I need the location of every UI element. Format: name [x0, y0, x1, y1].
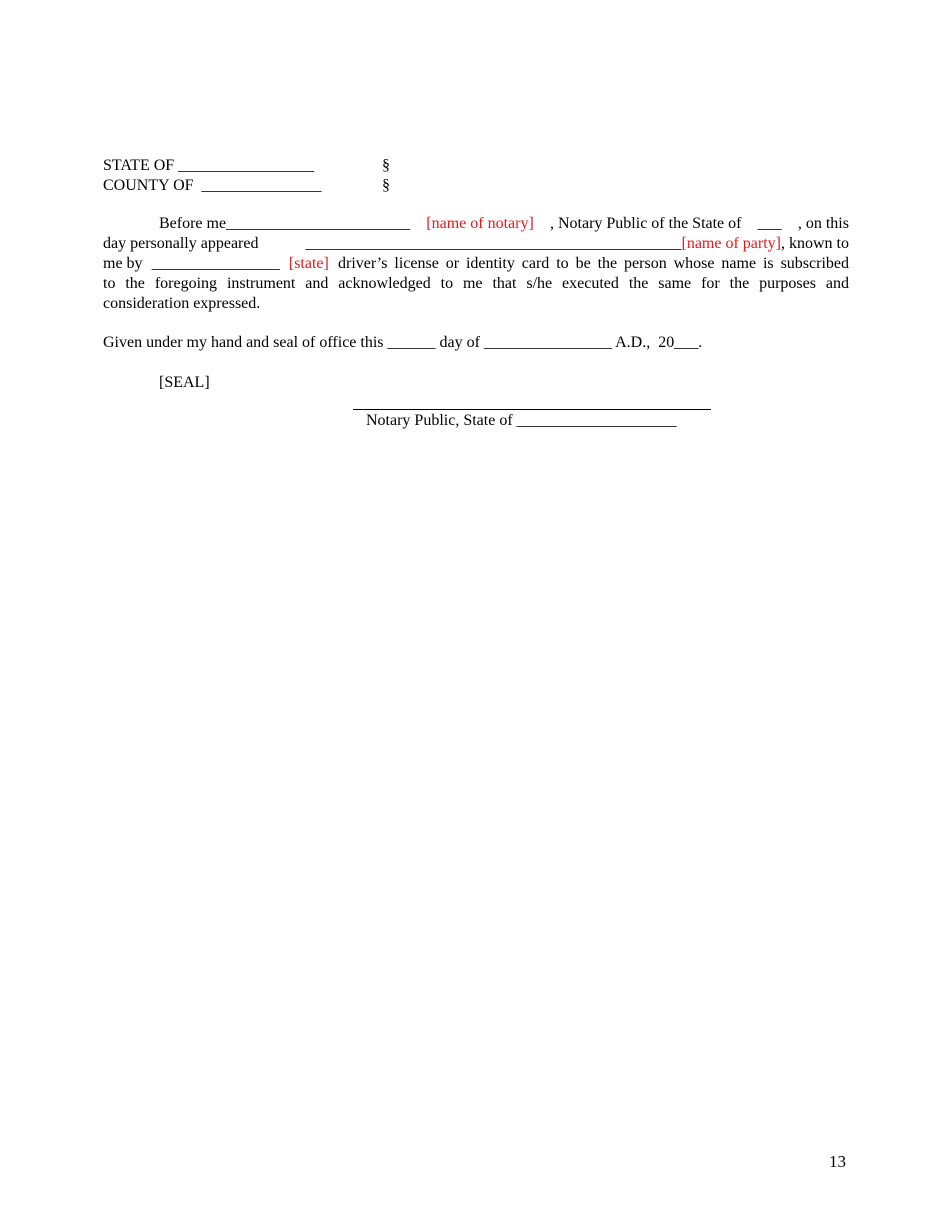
signature-line [353, 409, 711, 410]
notary-signature-caption [366, 411, 677, 431]
ack-line-4: to the foregoing instrument and acknowledged to me that s/he executed the same for the purposes and [103, 275, 849, 292]
day-blank: ______ [387, 334, 436, 351]
state-of-line [103, 156, 314, 176]
month-blank: ________________ [483, 334, 612, 351]
state-license-blank: ________________ [151, 255, 280, 272]
county-of-label: COUNTY OF [103, 177, 194, 194]
ack-line-5: consideration expressed. [103, 295, 261, 312]
seal-label: [SEAL] [159, 374, 210, 391]
given-text: Given under my hand and seal of office this [103, 334, 384, 351]
personally-appeared-text: day personally appeared [103, 235, 259, 252]
party-name-blank: _______________________________________________ [305, 235, 682, 252]
license-text: driver’s license or identity card to be the person whose name is subscribed [338, 255, 849, 272]
name-of-notary-placeholder: [name of notary] [426, 215, 534, 232]
year-blank: ___ [674, 334, 699, 351]
period: . [698, 334, 703, 351]
day-of-text: day of [439, 334, 480, 351]
section-mark: § [382, 177, 390, 194]
notary-state-blank: ____________________ [516, 412, 677, 429]
notary-public-text: , Notary Public of the State of [549, 215, 742, 232]
me-by-text: me by [103, 255, 143, 272]
state-of-blank: _________________ [178, 157, 315, 174]
county-of-line [103, 176, 322, 196]
ack-line-1 [159, 214, 849, 234]
on-this-text: , on this [797, 215, 849, 232]
state-of-label: STATE OF [103, 157, 175, 174]
county-of-blank: _______________ [201, 177, 322, 194]
given-under-hand-line [103, 333, 702, 353]
state-number-blank: ___ [757, 215, 782, 232]
ack-line-3 [103, 254, 849, 274]
page-number: 13 [829, 1152, 846, 1171]
ad-text: A.D., [615, 334, 651, 351]
known-to-text: , known to [781, 235, 849, 252]
ack-line-2 [103, 234, 849, 254]
name-of-party-placeholder: [name of party] [681, 235, 781, 252]
notary-name-blank: _______________________ [226, 215, 411, 232]
before-me-text: Before me [159, 215, 227, 232]
state-placeholder: [state] [288, 255, 329, 272]
section-mark: § [382, 157, 390, 174]
notary-public-state-label: Notary Public, State of [366, 412, 513, 429]
year-prefix: 20 [658, 334, 675, 351]
